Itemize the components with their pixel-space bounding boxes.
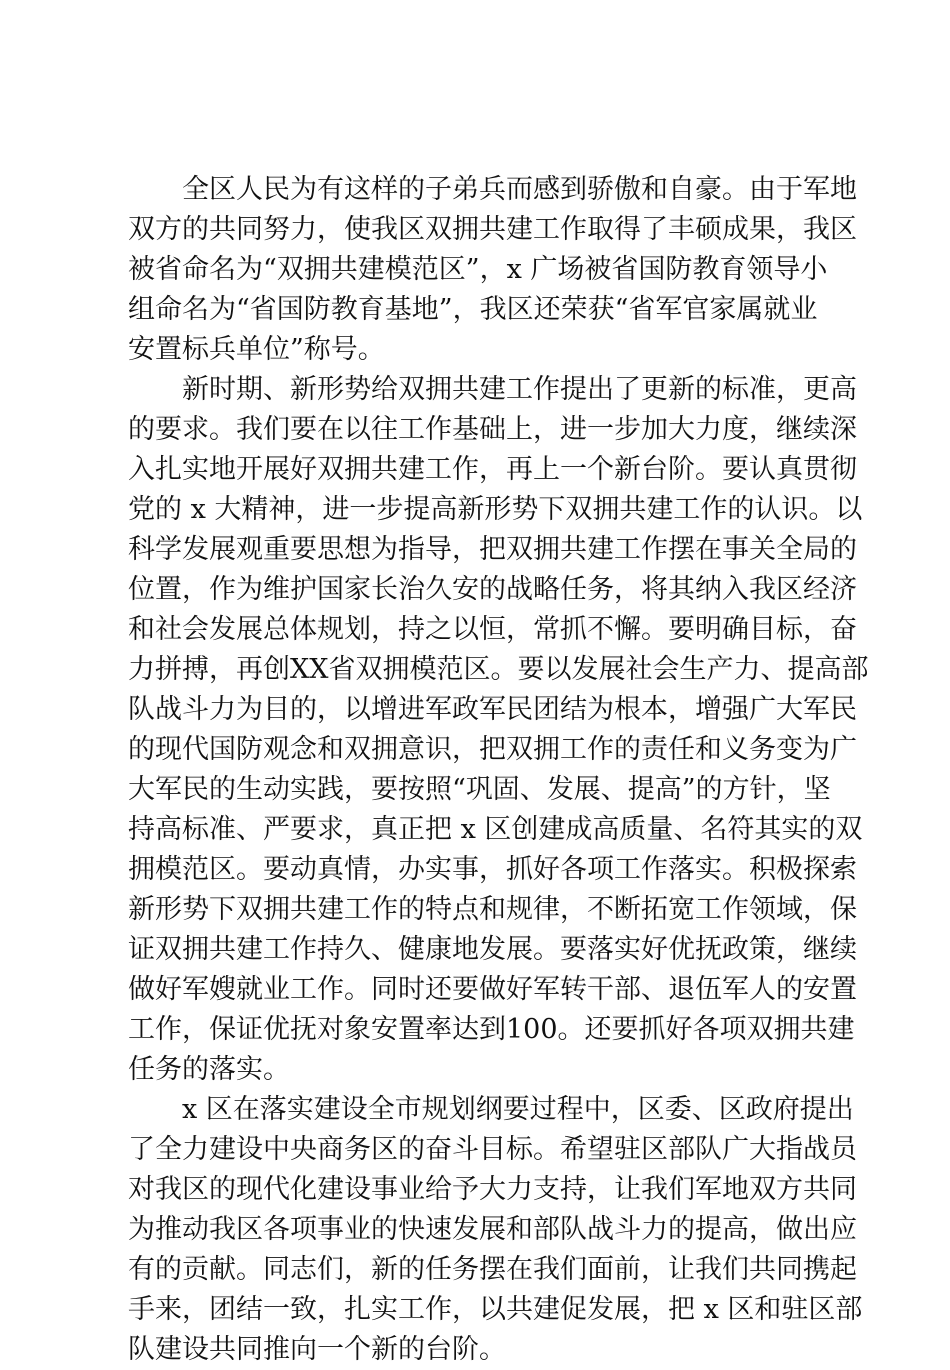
paragraph-1-line-2: 双方的共同努力，使我区双拥共建工作取得了丰硕成果，我区 [128,214,857,245]
paragraph-3-line-2: 了全力建设中央商务区的奋斗目标。希望驻区部队广大指战员 [128,1134,857,1165]
paragraph-3-line-1: x 区在落实建设全市规划纲要过程中，区委、区政府提出 [182,1094,854,1125]
paragraph-2-line-13: 拥模范区。要动真情，办实事，抓好各项工作落实。积极探索 [128,854,857,885]
paragraph-2-line-10: 的现代国防观念和双拥意识，把双拥工作的责任和义务变为广 [128,734,857,765]
paragraph-3-line-7: 队建设共同推向一个新的台阶。 [128,1334,506,1365]
paragraph-3-line-3: 对我区的现代化建设事业给予大力支持，让我们军地双方共同 [128,1174,857,1205]
paragraph-2-line-2: 的要求。我们要在以往工作基础上，进一步加大力度，继续深 [128,414,857,445]
paragraph-1-line-4: 组命名为“省国防教育基地”，我区还荣获“省军官家属就业 [128,294,818,325]
paragraph-2-line-18: 任务的落实。 [128,1054,290,1085]
paragraph-3-line-5: 有的贡献。同志们，新的任务摆在我们面前，让我们共同携起 [128,1254,857,1285]
paragraph-1-line-5: 安置标兵单位”称号。 [128,334,385,365]
paragraph-2-line-11: 大军民的生动实践，要按照“巩固、发展、提高”的方针，坚 [128,774,831,805]
paragraph-2-line-17: 工作，保证优抚对象安置率达到100。还要抓好各项双拥共建 [128,1014,855,1045]
paragraph-2-line-6: 位置，作为维护国家长治久安的战略任务，将其纳入我区经济 [128,574,857,605]
paragraph-1-line-1: 全区人民为有这样的子弟兵而感到骄傲和自豪。由于军地 [182,174,857,205]
paragraph-2-line-8: 力拼搏，再创XX省双拥模范区。要以发展社会生产力、提高部 [128,654,869,685]
paragraph-2-line-3: 入扎实地开展好双拥共建工作，再上一个新台阶。要认真贯彻 [128,454,857,485]
paragraph-2-line-16: 做好军嫂就业工作。同时还要做好军转干部、退伍军人的安置 [128,974,857,1005]
paragraph-2-line-4: 党的 x 大精神，进一步提高新形势下双拥共建工作的认识。以 [128,494,863,525]
paragraph-3-line-6: 手来，团结一致，扎实工作，以共建促发展，把 x 区和驻区部 [128,1294,863,1325]
paragraph-2-line-5: 科学发展观重要思想为指导，把双拥共建工作摆在事关全局的 [128,534,857,565]
paragraph-2-line-9: 队战斗力为目的，以增进军政军民团结为根本，增强广大军民 [128,694,857,725]
paragraph-2-line-1: 新时期、新形势给双拥共建工作提出了更新的标准，更高 [182,374,857,405]
paragraph-1-line-3: 被省命名为“双拥共建模范区”，x 广场被省国防教育领导小 [128,254,828,285]
paragraph-3-line-4: 为推动我区各项事业的快速发展和部队战斗力的提高，做出应 [128,1214,857,1245]
paragraph-2-line-15: 证双拥共建工作持久、健康地发展。要落实好优抚政策，继续 [128,934,857,965]
paragraph-2-line-12: 持高标准、严要求，真正把 x 区创建成高质量、名符其实的双 [128,814,863,845]
paragraph-2-line-7: 和社会发展总体规划，持之以恒，常抓不懈。要明确目标，奋 [128,614,857,645]
paragraph-2-line-14: 新形势下双拥共建工作的特点和规律，不断拓宽工作领域，保 [128,894,857,925]
